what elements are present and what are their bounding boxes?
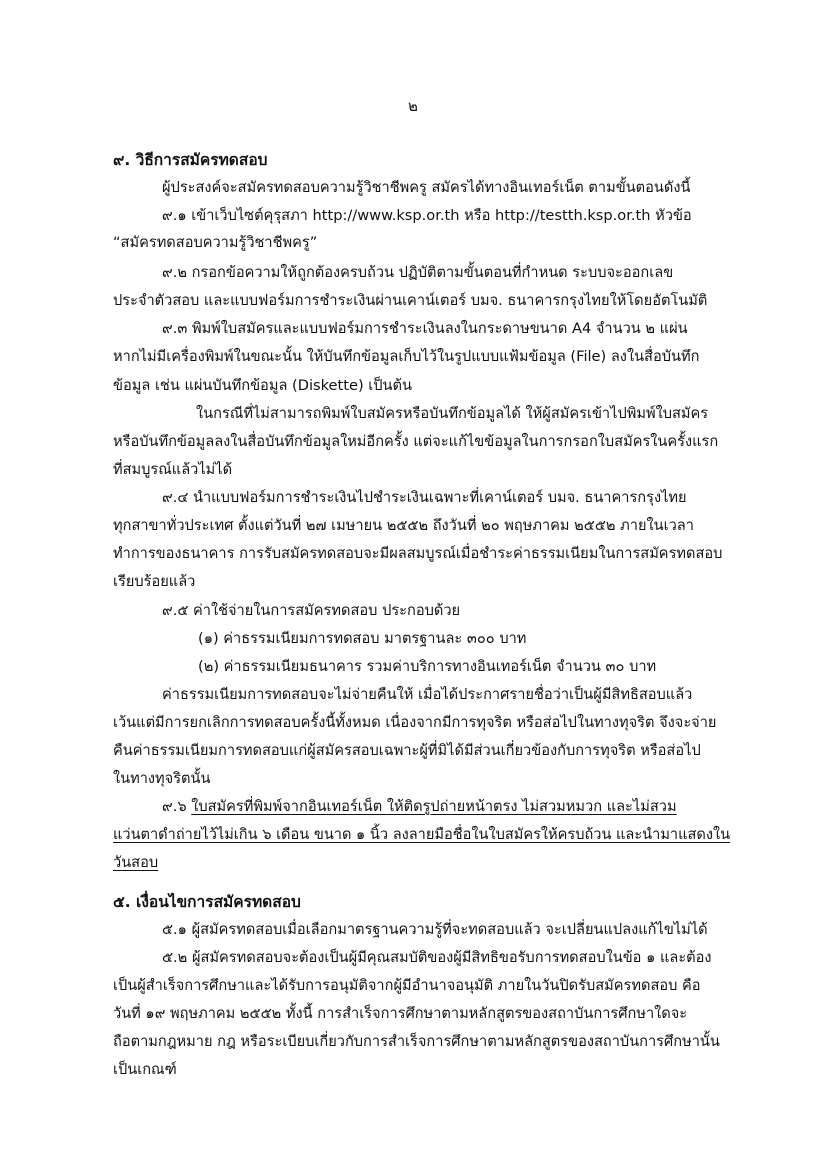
- item-9-3-line-2: หากไม่มีเครื่องพิมพ์ในขณะนั้น ให้บันทึกข้อมูลเก็บไว้ในรูปแบบแฟ้มข้อมูล (File) ลงในสื่อบันทึก: [113, 348, 700, 365]
- item-5-1: ๕.๑ ผู้สมัครทดสอบเมื่อเลือกมาตรฐานความรู้ที่จะทดสอบแล้ว จะเปลี่ยนแปลงแก้ไขไม่ได้: [162, 921, 708, 938]
- item-9-6-line-1: [162, 797, 677, 817]
- section-9-intro: ผู้ประสงค์จะสมัครทดสอบความรู้วิชาชีพครู สมัครได้ทางอินเทอร์เน็ต ตามขั้นตอนดังนี้: [162, 179, 691, 196]
- fee-note-line-4: ในทางทุจริตนั้น: [113, 770, 211, 787]
- item-9-3-line-1: ๙.๓ พิมพ์ใบสมัครและแบบฟอร์มการชำระเงินลงในกระดาษขนาด A4 จำนวน ๒ แผ่น: [162, 320, 688, 337]
- fee-note-line-2: เว้นแต่มีการยกเลิกการทดสอบครั้งนี้ทั้งหมด เนื่องจากมีการทุจริต หรือส่อไปในทางทุจริต จึงจะจ่าย: [113, 714, 717, 731]
- item-5-2-line-2: เป็นผู้สำเร็จการศึกษาและได้รับการอนุมัติจากผู้มีอำนาจอนุมัติ ภายในวันปิดรับสมัครทดสอบ คือ: [113, 977, 701, 994]
- item-9-6-text-1: ใบสมัครที่พิมพ์จากอินเทอร์เน็ต ให้ติดรูปถ่ายหน้าตรง ไม่สวมหมวก และไม่สวม: [191, 798, 677, 815]
- item-9-3-line-3: ข้อมูล เช่น แผ่นบันทึกข้อมูล (Diskette) เป็นต้น: [113, 377, 412, 394]
- item-9-6-line-2: แว่นตาดำถ่ายไว้ไม่เกิน ๖ เดือน ขนาด ๑ นิ้ว ลงลายมือชื่อในใบสมัครให้ครบถ้วน และนำมาแสดงใน: [113, 826, 731, 843]
- note-line-3: ที่สมบูรณ์แล้วไม่ได้: [113, 461, 233, 478]
- note-line-1: ในกรณีที่ไม่สามารถพิมพ์ใบสมัครหรือบันทึกข้อมูลได้ ให้ผู้สมัครเข้าไปพิมพ์ใบสมัคร: [196, 405, 709, 422]
- item-9-4-line-4: เรียบร้อยแล้ว: [113, 573, 196, 590]
- note-line-2: หรือบันทึกข้อมูลลงในสื่อบันทึกข้อมูลใหม่อีกครั้ง แต่จะแก้ไขข้อมูลในการกรอกใบสมัครในครั้งแรก: [113, 433, 719, 450]
- item-9-4-line-2: ทุกสาขาทั่วประเทศ ตั้งแต่วันที่ ๒๗ เมษายน ๒๕๕๒ ถึงวันที่ ๒๐ พฤษภาคม ๒๕๕๒ ภายในเวลา: [113, 517, 694, 534]
- item-9-4-line-3: ทำการของธนาคาร การรับสมัครทดสอบจะมีผลสมบูรณ์เมื่อชำระค่าธรรมเนียมในการสมัครทดสอบ: [113, 545, 723, 562]
- item-9-2-line-2: ประจำตัวสอบ และแบบฟอร์มการชำระเงินผ่านเคาน์เตอร์ บมจ. ธนาคารกรุงไทยให้โดยอัตโนมัติ: [113, 292, 708, 309]
- item-9-2-line-1: ๙.๒ กรอกข้อความให้ถูกต้องครบถ้วน ปฏิบัติตามขั้นตอนที่กำหนด ระบบจะออกเลข: [162, 264, 674, 281]
- item-5-2-line-4: ถือตามกฎหมาย กฎ หรือระเบียบเกี่ยวกับการสำเร็จการศึกษาตามหลักสูตรของสถาบันการศึกษานั้น: [113, 1033, 720, 1050]
- item-5-2-line-5: เป็นเกณฑ์: [113, 1061, 177, 1078]
- fee-note-line-3: คืนค่าธรรมเนียมการทดสอบแก่ผู้สมัครสอบเฉพาะผู้ที่มิได้มีส่วนเกี่ยวข้องกับการทุจริต หรือส่อไป: [113, 742, 701, 759]
- item-9-6-line-3: วันสอบ: [113, 854, 159, 871]
- item-9-4-line-1: ๙.๔ นำแบบฟอร์มการชำระเงินไปชำระเงินเฉพาะที่เคาน์เตอร์ บมจ. ธนาคารกรุงไทย: [162, 489, 687, 506]
- item-9-1-line-2: “สมัครทดสอบความรู้วิชาชีพครู”: [113, 234, 318, 251]
- item-5-2-line-3: วันที่ ๑๙ พฤษภาคม ๒๕๕๒ ทั้งนี้ การสำเร็จการศึกษาตามหลักสูตรของสถาบันการศึกษาใดจะ: [113, 1005, 688, 1022]
- section-9-heading: ๙. วิธีการสมัครทดสอบ: [113, 151, 268, 169]
- item-5-2-line-1: ๕.๒ ผู้สมัครทดสอบจะต้องเป็นผู้มีคุณสมบัติของผู้มีสิทธิขอรับการทดสอบในข้อ ๑ และต้อง: [162, 949, 712, 966]
- item-9-5-fee-2: (๒) ค่าธรรมเนียมธนาคาร รวมค่าบริการทางอินเทอร์เน็ต จำนวน ๓๐ บาท: [198, 658, 657, 675]
- fee-note-line-1: ค่าธรรมเนียมการทดสอบจะไม่จ่ายคืนให้ เมื่อได้ประกาศรายชื่อว่าเป็นผู้มีสิทธิสอบแล้ว: [162, 686, 693, 703]
- section-5-heading: ๕. เงื่อนไขการสมัครทดสอบ: [113, 893, 301, 911]
- item-9-6-number: ๙.๖: [162, 798, 192, 815]
- item-9-1-line-1: ๙.๑ เข้าเว็บไซต์คุรุสภา http://www.ksp.or.th หรือ http://testth.ksp.or.th หัวข้อ: [162, 207, 692, 224]
- item-9-5-line-1: ๙.๕ ค่าใช้จ่ายในการสมัครทดสอบ ประกอบด้วย: [162, 602, 461, 619]
- page-number: ๒: [408, 97, 418, 115]
- item-9-5-fee-1: (๑) ค่าธรรมเนียมการทดสอบ มาตรฐานละ ๓๐๐ บาท: [198, 630, 527, 647]
